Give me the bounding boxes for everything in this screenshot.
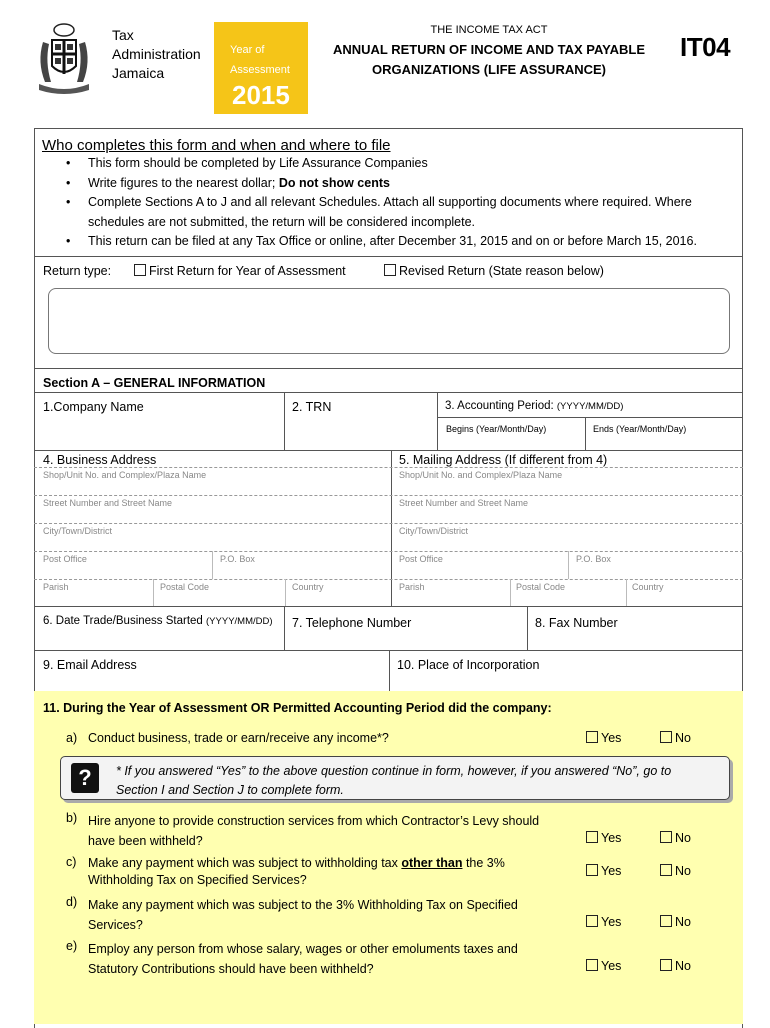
act-name: THE INCOME TAX ACT bbox=[430, 24, 548, 36]
section-a-heading: Section A – GENERAL INFORMATION bbox=[43, 376, 266, 390]
tax-administration-jamaica-name: Tax Administration Jamaica bbox=[112, 27, 201, 81]
question-mark-icon: ? bbox=[71, 763, 99, 793]
business-post-office-field[interactable]: Post Office bbox=[43, 554, 87, 564]
mailing-city-field[interactable]: City/Town/District bbox=[399, 526, 469, 536]
fax-field[interactable]: 8. Fax Number bbox=[535, 616, 618, 630]
intro-heading: Who completes this form and when and where to file bbox=[42, 137, 391, 154]
business-country-field[interactable]: Country bbox=[292, 582, 324, 592]
q11b-yes-checkbox[interactable] bbox=[586, 831, 598, 843]
mailing-po-box-field[interactable]: P.O. Box bbox=[576, 554, 611, 564]
trn-field[interactable]: 2. TRN bbox=[292, 400, 332, 414]
q11d-yes[interactable]: Yes bbox=[586, 915, 621, 929]
q11d-yes-checkbox[interactable] bbox=[586, 915, 598, 927]
q11d-no[interactable]: No bbox=[660, 915, 691, 929]
email-field[interactable]: 9. Email Address bbox=[43, 658, 137, 672]
q11e-yes[interactable]: Yes bbox=[586, 959, 621, 973]
period-begins-field[interactable]: Begins (Year/Month/Day) bbox=[446, 424, 547, 434]
revised-reason-textarea[interactable] bbox=[48, 288, 730, 354]
mailing-country-field[interactable]: Country bbox=[632, 582, 664, 592]
assessment-year: 2015 bbox=[232, 80, 290, 110]
company-name-field[interactable]: 1.Company Name bbox=[43, 400, 144, 414]
q11c-no-checkbox[interactable] bbox=[660, 864, 672, 876]
q11c-letter: c) bbox=[66, 855, 77, 869]
business-street-field[interactable]: Street Number and Street Name bbox=[43, 498, 173, 508]
instruction-item: • Complete Sections A to J and all relevant Schedules. Attach all supporting documents where required. Where schedules are not submitted, the return will be considered incomplete. bbox=[66, 193, 726, 232]
mailing-parish-field[interactable]: Parish bbox=[399, 582, 425, 592]
business-city-field[interactable]: City/Town/District bbox=[43, 526, 113, 536]
date-started-field[interactable]: 6. Date Trade/Business Started (YYYY/MM/DD) bbox=[43, 615, 273, 627]
q11a-letter: a) bbox=[66, 731, 78, 745]
mailing-street-field[interactable]: Street Number and Street Name bbox=[399, 498, 529, 508]
business-address-label: 4. Business Address bbox=[43, 453, 157, 467]
question-11-heading: 11. During the Year of Assessment OR Permitted Accounting Period did the company: bbox=[43, 701, 552, 715]
year-of-assessment-box: Year of Assessment 2015 bbox=[214, 22, 308, 114]
instructions-list bbox=[66, 154, 726, 252]
q11d-no-checkbox[interactable] bbox=[660, 915, 672, 927]
accounting-period-label: 3. Accounting Period: (YYYY/MM/DD) bbox=[445, 400, 624, 412]
q11a-note-text: * If you answered “Yes” to the above question continue in form, however, if you answered “No”, go to Section I and Section J to complete form. bbox=[116, 764, 672, 797]
q11a-note-callout bbox=[60, 756, 730, 800]
business-shop-field[interactable]: Shop/Unit No. and Complex/Plaza Name bbox=[43, 470, 207, 480]
first-return-checkbox[interactable] bbox=[134, 264, 146, 276]
q11e-letter: e) bbox=[66, 939, 78, 953]
jamaica-coat-of-arms-logo bbox=[33, 22, 95, 94]
period-ends-field[interactable]: Ends (Year/Month/Day) bbox=[593, 424, 687, 434]
q11c-text: Make any payment which was subject to withholding tax other than the 3% Withholding Tax on Specified Services? bbox=[88, 856, 505, 887]
q11a-no[interactable]: No bbox=[660, 731, 691, 745]
instruction-item: • This return can be filed at any Tax Office or online, after December 31, 2015 and on or before March 15, 2016. bbox=[66, 232, 726, 252]
revised-return-option[interactable]: Revised Return (State reason below) bbox=[384, 264, 604, 278]
business-po-box-field[interactable]: P.O. Box bbox=[220, 554, 255, 564]
mailing-address-label: 5. Mailing Address (If different from 4) bbox=[399, 453, 608, 467]
form-number: IT04 bbox=[680, 32, 731, 62]
q11e-no-checkbox[interactable] bbox=[660, 959, 672, 971]
q11a-yes-checkbox[interactable] bbox=[586, 731, 598, 743]
q11b-no-checkbox[interactable] bbox=[660, 831, 672, 843]
q11e-text: Employ any person from whose salary, wages or other emoluments taxes and Statutory Contributions should have been withheld? bbox=[88, 942, 518, 976]
business-postal-code-field[interactable]: Postal Code bbox=[160, 582, 210, 592]
q11a-text: Conduct business, trade or earn/receive any income*? bbox=[88, 731, 389, 745]
q11d-letter: d) bbox=[66, 895, 78, 909]
incorporation-field[interactable]: 10. Place of Incorporation bbox=[397, 658, 540, 672]
first-return-option[interactable]: First Return for Year of Assessment bbox=[134, 264, 346, 278]
q11c-no[interactable]: No bbox=[660, 864, 691, 878]
q11d-text: Make any payment which was subject to the 3% Withholding Tax on Specified Services? bbox=[88, 898, 518, 932]
q11b-letter: b) bbox=[66, 811, 78, 825]
mailing-post-office-field[interactable]: Post Office bbox=[399, 554, 443, 564]
q11e-yes-checkbox[interactable] bbox=[586, 959, 598, 971]
q11a-yes[interactable]: Yes bbox=[586, 731, 621, 745]
q11b-text: Hire anyone to provide construction services from which Contractor’s Levy should have been withheld? bbox=[88, 814, 540, 848]
q11e-no[interactable]: No bbox=[660, 959, 691, 973]
mailing-shop-field[interactable]: Shop/Unit No. and Complex/Plaza Name bbox=[399, 470, 563, 480]
return-type-label: Return type: bbox=[43, 264, 112, 278]
form-title: ANNUAL RETURN OF INCOME AND TAX PAYABLE ORGANIZATIONS (LIFE ASSURANCE) bbox=[332, 42, 646, 77]
instruction-item: • Write figures to the nearest dollar; Do not show cents bbox=[66, 174, 726, 194]
q11a-no-checkbox[interactable] bbox=[660, 731, 672, 743]
business-parish-field[interactable]: Parish bbox=[43, 582, 69, 592]
instruction-item: • This form should be completed by Life Assurance Companies bbox=[66, 154, 726, 174]
revised-return-checkbox[interactable] bbox=[384, 264, 396, 276]
mailing-postal-code-field[interactable]: Postal Code bbox=[516, 582, 566, 592]
q11b-yes[interactable]: Yes bbox=[586, 831, 621, 845]
q11c-yes[interactable]: Yes bbox=[586, 864, 621, 878]
q11c-yes-checkbox[interactable] bbox=[586, 864, 598, 876]
telephone-field[interactable]: 7. Telephone Number bbox=[292, 616, 412, 630]
q11b-no[interactable]: No bbox=[660, 831, 691, 845]
